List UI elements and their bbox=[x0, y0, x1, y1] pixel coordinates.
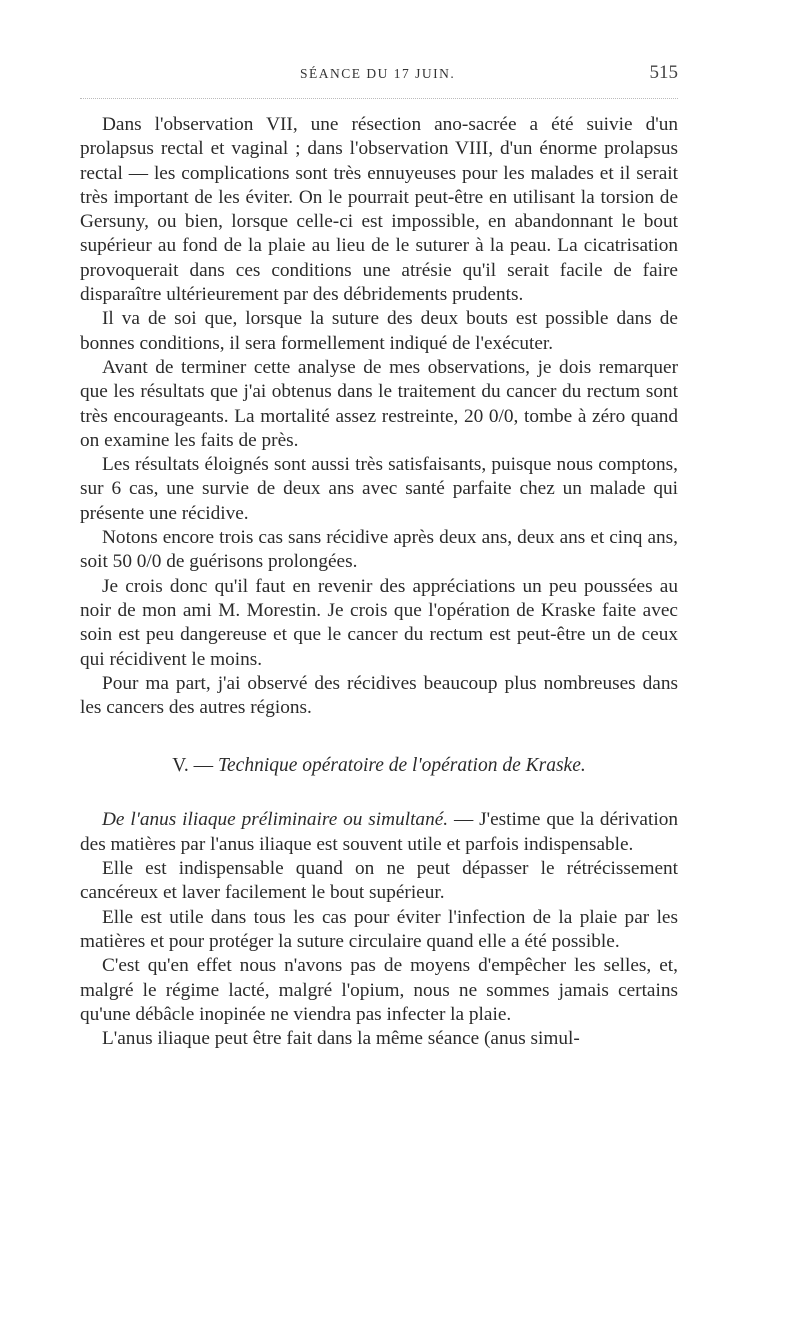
paragraph: Il va de soi que, lorsque la suture des deux bouts est possible dans de bonnes conditions, il sera formellement indiqué de l'exécuter. bbox=[80, 308, 678, 354]
lead-paragraph-text: — J'estime que la dérivation des matières par l'anus iliaque est souvent utile et parfois indispensable. bbox=[80, 809, 678, 855]
paragraph: Notons encore trois cas sans récidive après deux ans, deux ans et cinq ans, soit 50 0/0 de guérisons prolongées. bbox=[80, 527, 678, 573]
running-title: SÉANCE DU 17 JUIN. bbox=[300, 66, 456, 81]
lead-paragraph bbox=[80, 808, 678, 857]
paragraph: C'est qu'en effet nous n'avons pas de moyens d'empêcher les selles, et, malgré le régime lacté, malgré l'opium, nous ne sommes jamais certains qu'une débâcle inopinée ne viendra pas infecter la plaie. bbox=[80, 955, 678, 1025]
page-number: 515 bbox=[649, 62, 678, 83]
section-number: V. — bbox=[172, 755, 218, 777]
subsection-lead: De l'anus iliaque préliminaire ou simultané. bbox=[102, 809, 449, 831]
body-text bbox=[80, 113, 678, 1051]
paragraph: Je crois donc qu'il faut en revenir des appréciations un peu poussées au noir de mon ami M. Morestin. Je crois que l'opération de Kraske faite avec soin est peu dangereuse et que le cancer du rectum est peut-être un de ceux qui récidivent le moins. bbox=[80, 575, 678, 670]
paragraph: Pour ma part, j'ai observé des récidives beaucoup plus nombreuses dans les cancers des autres régions. bbox=[80, 672, 678, 719]
running-header bbox=[80, 62, 678, 86]
paragraph: L'anus iliaque peut être fait dans la même séance (anus simul- bbox=[102, 1028, 580, 1050]
paragraph: Elle est utile dans tous les cas pour éviter l'infection de la plaie par les matières et pour protéger la suture circulaire quand elle a été possible. bbox=[80, 906, 678, 952]
paragraph: Avant de terminer cette analyse de mes observations, je dois remarquer que les résultats que j'ai obtenus dans le traitement du cancer du rectum sont très encourageants. La mortalité assez restreinte, 20 0/0, tombe à zéro quand on examine les faits de près. bbox=[80, 356, 678, 451]
paragraph: Les résultats éloignés sont aussi très satisfaisants, puisque nous comptons, sur 6 cas, une survie de deux ans avec santé parfaite chez un malade qui présente une récidive. bbox=[80, 454, 678, 524]
section-title: Technique opératoire de l'opération de Kraske. bbox=[217, 755, 586, 777]
header-rule bbox=[80, 98, 678, 99]
paragraph: Dans l'observation VII, une résection ano-sacrée a été suivie d'un prolapsus rectal et vaginal ; dans l'observation VIII, d'un énorme prolapsus rectal — les complications sont très ennuyeuses pour les malades et il serait très important de les éviter. On le pourrait peut-être en utilisant la torsion de Gersuny, ou bien, lorsque celle-ci est impossible, en abandonnant le bout supérieur au fond de la plaie au lieu de le suturer à la peau. La cicatrisation provoquerait dans ces conditions une atrésie qu'il serait facile de faire disparaître ultérieurement par des débridements prudents. bbox=[80, 114, 678, 306]
section-heading bbox=[80, 754, 678, 778]
paragraph: Elle est indispensable quand on ne peut dépasser le rétrécissement cancéreux et laver facilement le bout supérieur. bbox=[80, 858, 678, 904]
